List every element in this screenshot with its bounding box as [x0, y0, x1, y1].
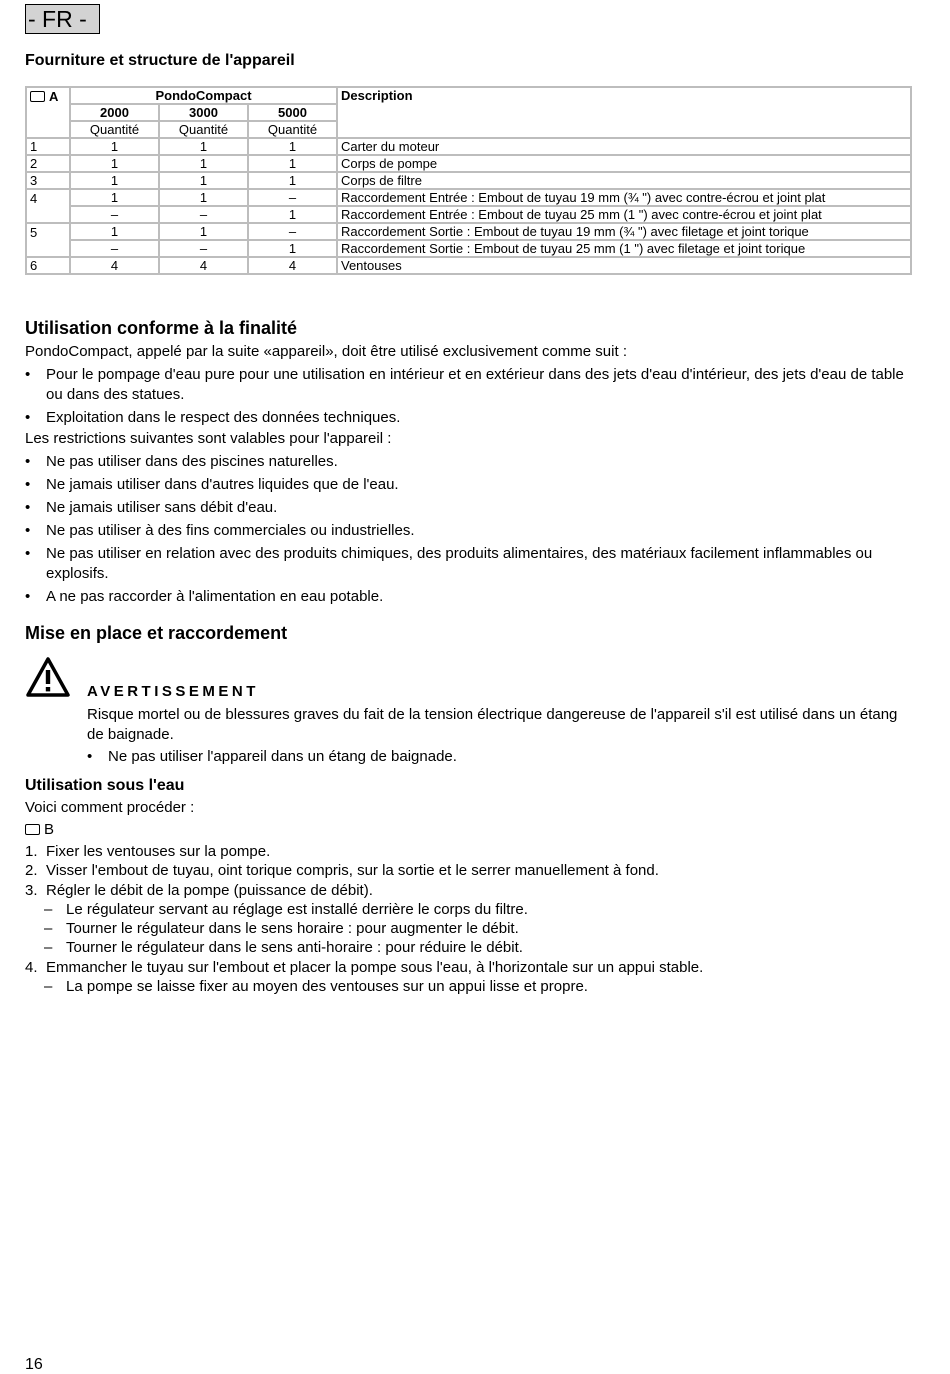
empty-cell [26, 104, 70, 121]
part-description: Raccordement Entrée : Embout de tuyau 19 mm (¾ ") avec contre-écrou et joint plat [337, 189, 911, 206]
empty-cell [26, 121, 70, 138]
step-sub-item [25, 938, 703, 957]
step-text: Emmancher le tuyau sur l'embout et placer la pompe sous l'eau, à l'horizontale sur un appui stable. [46, 958, 704, 976]
part-number: 4 [26, 189, 70, 206]
table-row [26, 206, 911, 223]
section-title-use: Utilisation conforme à la finalité [25, 318, 298, 338]
step-marker: 2. [25, 862, 38, 880]
step-text: Le régulateur servant au réglage est installé derrière le corps du filtre. [66, 900, 528, 918]
step-marker: 4. [25, 958, 38, 976]
qty-header: Quantité [159, 121, 248, 138]
part-description: Corps de pompe [337, 155, 911, 172]
model-header: 3000 [159, 104, 248, 121]
quantity-cell: 1 [70, 138, 159, 155]
restriction-item: • Ne pas utiliser à des fins commerciales ou industrielles. [25, 521, 915, 541]
table-row [26, 240, 911, 257]
step-marker: 3. [25, 881, 38, 899]
step-text: Tourner le régulateur dans le sens anti-horaire : pour réduire le débit. [66, 939, 523, 957]
qty-header: Quantité [248, 121, 337, 138]
quantity-cell: 1 [159, 223, 248, 240]
quantity-cell: – [248, 189, 337, 206]
table-row [26, 189, 911, 206]
table-row [26, 223, 911, 240]
step-sub-item [25, 900, 703, 919]
quantity-cell: – [248, 223, 337, 240]
step-text: Visser l'embout de tuyau, oint torique compris, sur la sortie et le serrer manuellement à fond. [46, 862, 659, 880]
step-text: Fixer les ventouses sur la pompe. [46, 843, 271, 860]
description-header: Description [337, 87, 911, 138]
step-marker: – [44, 920, 53, 938]
table-row [26, 138, 911, 155]
part-number: 5 [26, 223, 70, 240]
part-number [26, 206, 70, 223]
restrictions-list [25, 452, 915, 610]
figure-reference-icon [30, 91, 45, 102]
step-text: Régler le débit de la pompe (puissance de débit). [46, 881, 373, 899]
restriction-item: • Ne pas utiliser en relation avec des produits chimiques, des produits alimentaires, des matériaux facilement inflammables ou explosifs. [25, 544, 915, 584]
step-sub-item [25, 919, 703, 938]
quantity-cell: – [70, 240, 159, 257]
use-intro: PondoCompact, appelé par la suite «appareil», doit être utilisé exclusivement comme suit : [25, 343, 627, 360]
part-description: Carter du moteur [337, 138, 911, 155]
quantity-cell: 1 [70, 172, 159, 189]
step-item [25, 861, 703, 880]
quantity-cell: 1 [159, 172, 248, 189]
figure-ref-b [25, 820, 54, 840]
product-header: PondoCompact [70, 87, 337, 104]
use-item: • Exploitation dans le respect des données techniques. [25, 408, 915, 428]
part-number: 6 [26, 257, 70, 274]
quantity-cell: 1 [70, 223, 159, 240]
quantity-cell: 1 [70, 155, 159, 172]
step-sub-item [25, 977, 703, 996]
part-number [26, 240, 70, 257]
parts-table [25, 86, 912, 275]
part-description: Raccordement Sortie : Embout de tuyau 25 mm (1 ") avec filetage et joint torique [337, 240, 911, 257]
part-number: 1 [26, 138, 70, 155]
section-title-underwater: Utilisation sous l'eau [25, 777, 185, 794]
qty-header: Quantité [70, 121, 159, 138]
warning-text: Risque mortel ou de blessures graves du fait de la tension électrique dangereuse de l'appareil s'il est utilisé dans un étang de baignade. [87, 706, 898, 743]
ref-label: A [49, 88, 59, 104]
quantity-cell: – [70, 206, 159, 223]
quantity-cell: 1 [248, 240, 337, 257]
quantity-cell: 1 [248, 138, 337, 155]
quantity-cell: 1 [248, 172, 337, 189]
steps-list [25, 842, 703, 996]
section-title-install: Mise en place et raccordement [25, 623, 288, 643]
figure-reference-icon [25, 824, 40, 835]
section-title-supply: Fourniture et structure de l'appareil [25, 52, 295, 69]
part-description: Corps de filtre [337, 172, 911, 189]
language-badge: - FR - [25, 4, 100, 34]
ref-cell [26, 87, 70, 104]
step-item [25, 842, 703, 861]
step-text: La pompe se laisse fixer au moyen des ventouses sur un appui lisse et propre. [66, 978, 588, 996]
restrictions-intro: Les restrictions suivantes sont valables pour l'appareil : [25, 430, 392, 447]
restriction-item: • A ne pas raccorder à l'alimentation en eau potable. [25, 587, 915, 607]
restriction-item: • Ne pas utiliser dans des piscines naturelles. [25, 452, 915, 472]
step-marker: – [44, 900, 53, 918]
quantity-cell: 1 [159, 138, 248, 155]
part-number: 3 [26, 172, 70, 189]
model-header: 2000 [70, 104, 159, 121]
table-row [26, 257, 911, 274]
step-text: Tourner le régulateur dans le sens horaire : pour augmenter le débit. [66, 920, 519, 938]
warning-triangle-icon [25, 656, 71, 698]
quantity-cell: 1 [70, 189, 159, 206]
step-marker: – [44, 939, 53, 957]
part-description: Ventouses [337, 257, 911, 274]
quantity-cell: 4 [70, 257, 159, 274]
ref-label: B [44, 821, 55, 838]
quantity-cell: – [159, 206, 248, 223]
quantity-cell: 4 [159, 257, 248, 274]
quantity-cell: 1 [248, 155, 337, 172]
underwater-intro: Voici comment procéder : [25, 799, 195, 816]
table-row [26, 155, 911, 172]
part-number: 2 [26, 155, 70, 172]
quantity-cell: 1 [159, 189, 248, 206]
page-number: 16 [25, 1356, 43, 1373]
restriction-item: • Ne jamais utiliser dans d'autres liquides que de l'eau. [25, 475, 915, 495]
restriction-item: • Ne jamais utiliser sans débit d'eau. [25, 498, 915, 518]
part-description: Raccordement Entrée : Embout de tuyau 25 mm (1 ") avec contre-écrou et joint plat [337, 206, 911, 223]
part-description: Raccordement Sortie : Embout de tuyau 19 mm (¾ ") avec filetage et joint torique [337, 223, 911, 240]
warning-title: AVERTISSEMENT [87, 683, 259, 700]
use-item: • Pour le pompage d'eau pure pour une utilisation en intérieur et en extérieur dans des jets d'eau d'intérieur, des jets d'eau de table ou dans des statues. [25, 365, 915, 405]
table-header-row [26, 87, 911, 104]
table-row [26, 172, 911, 189]
model-header: 5000 [248, 104, 337, 121]
quantity-cell: 1 [248, 206, 337, 223]
quantity-cell: 1 [159, 155, 248, 172]
quantity-cell: 4 [248, 257, 337, 274]
warning-bullet: • Ne pas utiliser l'appareil dans un étang de baignade. [87, 747, 457, 767]
use-list [25, 365, 915, 431]
step-item [25, 881, 703, 900]
step-marker: 1. [25, 843, 38, 860]
step-marker: – [44, 978, 53, 996]
quantity-cell: – [159, 240, 248, 257]
step-item [25, 958, 703, 977]
